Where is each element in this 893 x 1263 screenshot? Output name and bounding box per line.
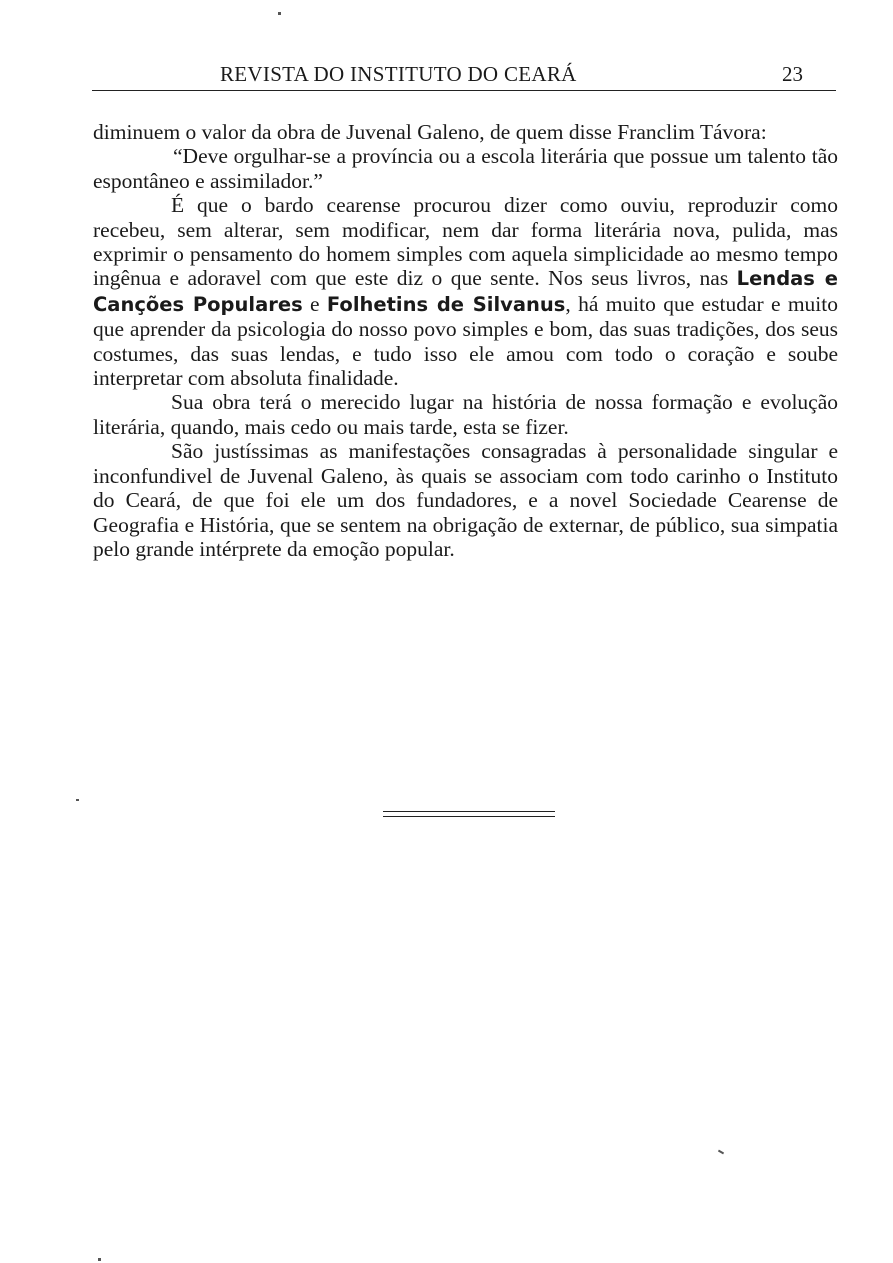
paragraph-1: diminuem o valor da obra de Juvenal Galeno, de quem disse Franclim Távora: [93, 120, 767, 144]
end-of-article-rule [383, 811, 555, 819]
journal-title: REVISTA DO INSTITUTO DO CEARÁ [220, 62, 577, 86]
paragraph-4: Sua obra terá o merecido lugar na história de nossa formação e evolução literária, quando, mais cedo ou mais tarde, esta se fizer. [93, 390, 838, 439]
quotation: “Deve orgulhar-se a província ou a escola literária que possue um talento tão espontâneo e assimilador.” [93, 144, 838, 193]
conjunction: e [302, 291, 327, 316]
paragraph-3 [93, 193, 838, 390]
article-body [93, 120, 838, 561]
paragraph-3-end: , há muito que estudar e muito que aprender da psicologia do nosso povo simples e bom, das suas tradições, dos seus costumes, das suas lendas, e tudo isso ele amou com todo o coração e soube interpretar com absoluta finalidade. [93, 291, 838, 391]
book-title-folhetins: Folhetins de Silvanus [326, 292, 566, 316]
print-speck [98, 1258, 101, 1261]
running-header [92, 62, 836, 96]
end-rule-line-bottom [383, 816, 555, 817]
print-speck [76, 799, 79, 801]
print-speck [278, 12, 281, 15]
book-title-lendas: Lendas e Canções Populares [93, 267, 838, 316]
end-rule-line-top [383, 811, 555, 812]
page-number: 23 [782, 62, 803, 86]
print-speck [718, 1150, 724, 1155]
paragraph-5: São justíssimas as manifestações consagradas à personalidade singular e inconfundivel de Juvenal Galeno, às quais se associam com todo carinho o Instituto do Ceará, de que foi ele um dos fundadores, e a novel Sociedade Cearense de Geografia e História, que se sentem na obrigação de externar, de público, sua simpatia pelo grande intérprete da emoção popular. [93, 439, 838, 561]
paragraph-3-start: É que o bardo cearense procurou dizer como ouviu, reproduzir como recebeu, sem alterar, sem modificar, nem dar forma literária nova, pulida, mas exprimir o pensamento do homem simples com aquela simplicidade ao mesmo tempo ingênua e adoravel com que este diz o que sente. Nos seus livros, nas [93, 193, 838, 291]
header-rule [92, 90, 836, 91]
